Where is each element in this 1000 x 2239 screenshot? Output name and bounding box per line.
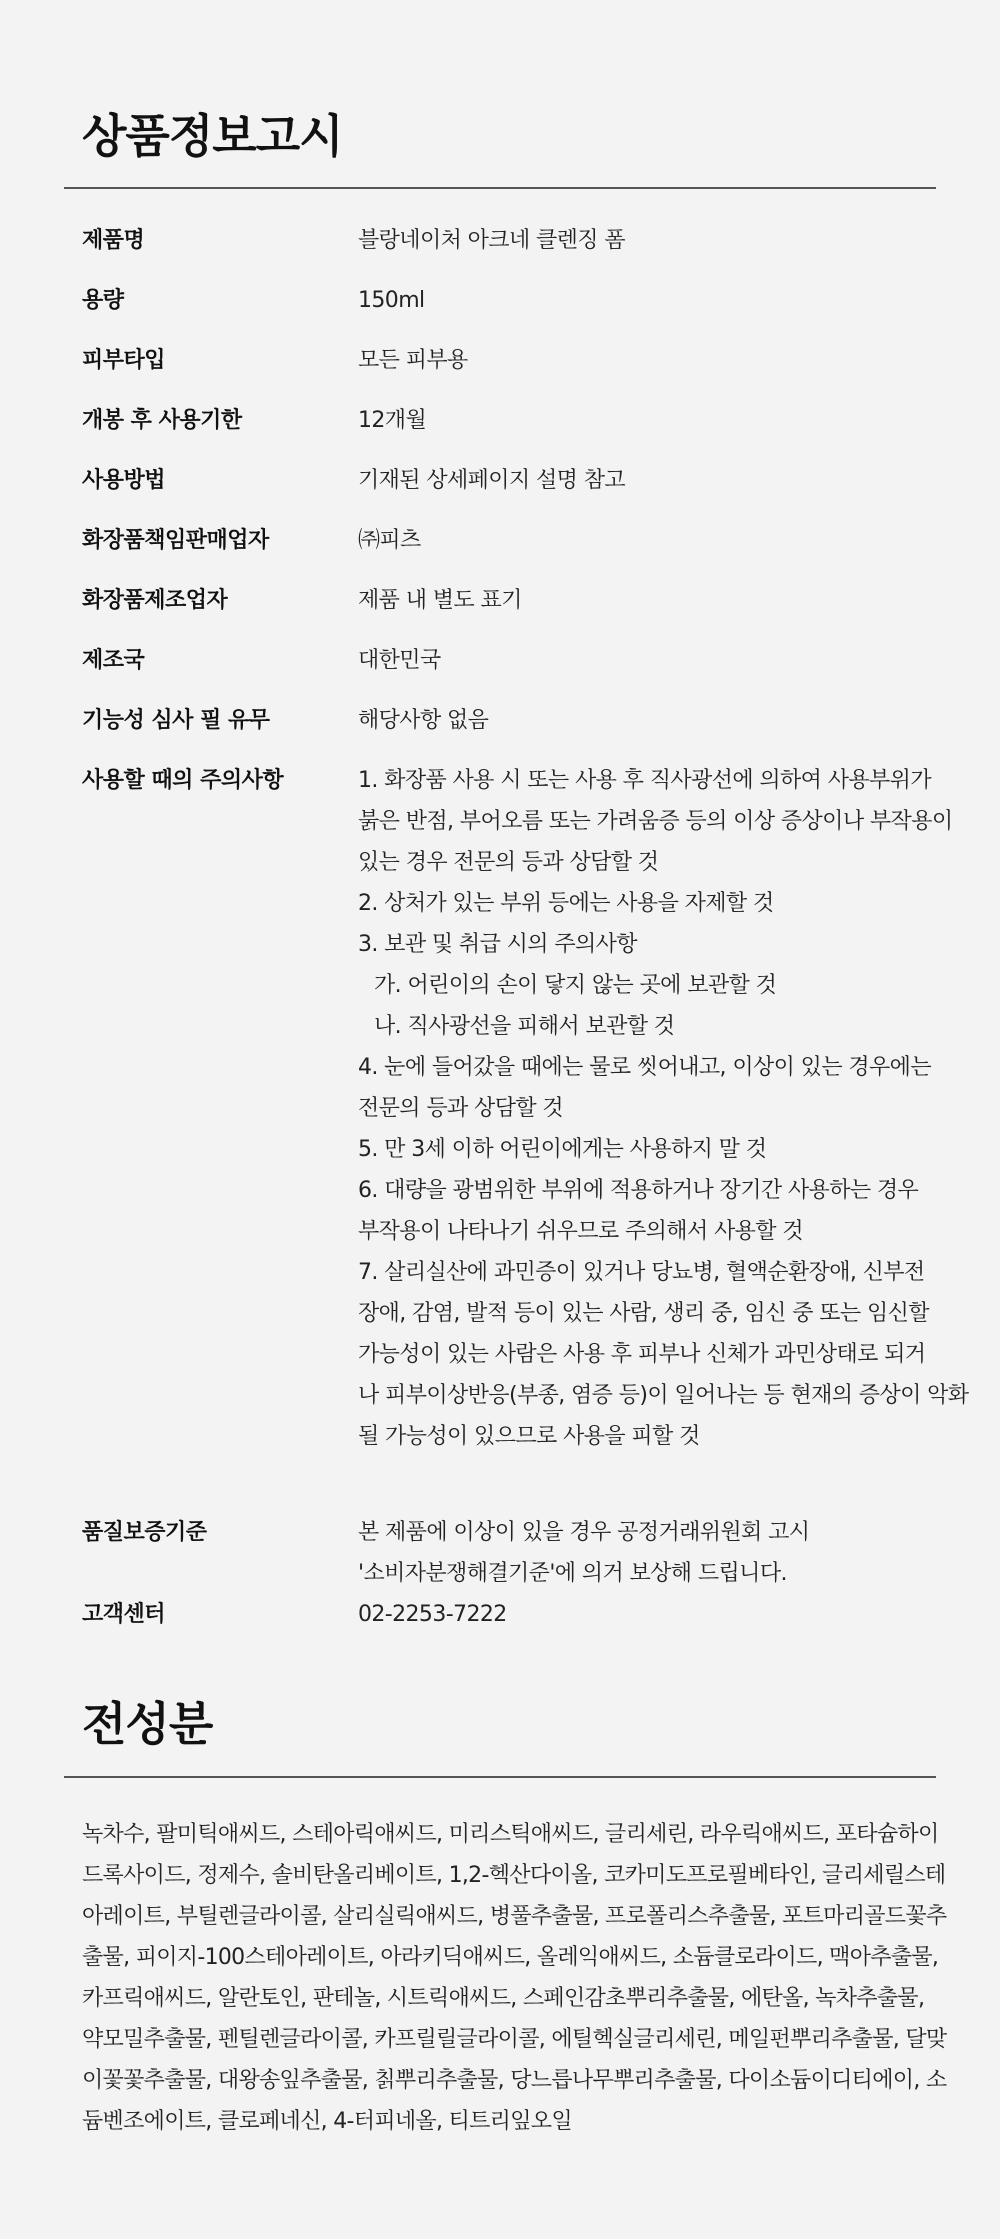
row-value: 제품 내 별도 표기 <box>358 588 522 613</box>
section-divider <box>64 1776 936 1778</box>
quality-line: '소비자분쟁해결기준'에 의거 보상해 드립니다. <box>358 1561 787 1586</box>
precaution-line: 2. 상처가 있는 부위 등에는 사용을 자제할 것 <box>358 891 774 916</box>
ingredients-line: 출물, 피이지-100스테아레이트, 아라키딕애씨드, 올레익애씨드, 소듐클로라이드, 맥아추출물, <box>82 1945 939 1970</box>
info-row-volume <box>82 280 942 340</box>
page-title: 상품정보고시 <box>82 109 343 163</box>
precaution-line: 장애, 감염, 발적 등이 있는 사람, 생리 중, 임신 중 또는 임신할 <box>358 1301 929 1326</box>
ingredients-list <box>82 1814 947 2142</box>
info-row-precautions <box>82 760 969 1457</box>
row-label: 품질보증기준 <box>82 1520 207 1545</box>
info-row-usage <box>82 460 942 520</box>
row-label: 피부타입 <box>82 348 166 373</box>
row-value: ㈜피츠 <box>358 528 421 553</box>
row-value: 기재된 상세페이지 설명 참고 <box>358 468 626 493</box>
info-row-country <box>82 640 942 700</box>
quality-line: 본 제품에 이상이 있을 경우 공정거래위원회 고시 <box>358 1520 810 1545</box>
row-label: 제품명 <box>82 228 145 253</box>
ingredients-line: 이꽃꽃추출물, 대왕송잎추출물, 칡뿌리추출물, 당느릅나무뿌리추출물, 다이소듐이디티에이, 소 <box>82 2068 947 2093</box>
row-value: 대한민국 <box>358 648 441 673</box>
row-label: 화장품책임판매업자 <box>82 528 269 553</box>
precaution-line: 3. 보관 및 취급 시의 주의사항 <box>358 932 637 957</box>
ingredients-line: 녹차수, 팔미틱애씨드, 스테아릭애씨드, 미리스틱애씨드, 글리세린, 라우릭애씨드, 포타슘하이 <box>82 1822 939 1847</box>
info-row-quality <box>82 1512 942 1594</box>
precaution-line: 가. 어린이의 손이 닿지 않는 곳에 보관할 것 <box>374 973 777 998</box>
ingredients-line: 아레이트, 부틸렌글라이콜, 살리실릭애씨드, 병풀추출물, 프로폴리스추출물, 포트마리골드꽃추 <box>82 1904 947 1929</box>
row-label: 제조국 <box>82 648 145 673</box>
ingredients-line: 약모밀추출물, 펜틸렌글라이콜, 카프릴릴글라이콜, 에틸헥실글리세린, 메일펀뿌리추출물, 달맞 <box>82 2027 947 2052</box>
precaution-line: 6. 대량을 광범위한 부위에 적용하거나 장기간 사용하는 경우 <box>358 1178 919 1203</box>
row-label: 고객센터 <box>82 1602 166 1627</box>
info-row-manufacturer <box>82 580 942 640</box>
info-row-product-name <box>82 220 942 280</box>
info-row-skin-type <box>82 340 942 400</box>
row-value: 12개월 <box>358 408 427 433</box>
row-label: 기능성 심사 필 유무 <box>82 708 270 733</box>
row-label: 사용할 때의 주의사항 <box>82 768 284 793</box>
row-label: 화장품제조업자 <box>82 588 228 613</box>
precaution-line: 나 피부이상반응(부종, 염증 등)이 일어나는 등 현재의 증상이 악화 <box>358 1383 969 1408</box>
precaution-line: 부작용이 나타나기 쉬우므로 주의해서 사용할 것 <box>358 1219 804 1244</box>
row-value: 150ml <box>358 288 425 313</box>
row-value: 블랑네이처 아크네 클렌징 폼 <box>358 228 626 253</box>
ingredients-line: 카프릭애씨드, 알란토인, 판테놀, 시트릭애씨드, 스페인감초뿌리추출물, 에탄올, 녹차추출물, <box>82 1986 925 2011</box>
precaution-line: 7. 살리실산에 과민증이 있거나 당뇨병, 혈액순환장애, 신부전 <box>358 1260 925 1285</box>
row-label: 용량 <box>82 288 124 313</box>
precaution-line: 5. 만 3세 이하 어린이에게는 사용하지 말 것 <box>358 1137 767 1162</box>
info-row-distributor <box>82 520 942 580</box>
row-value: 모든 피부용 <box>358 348 468 373</box>
ingredients-line: 드록사이드, 정제수, 솔비탄올리베이트, 1,2-헥산다이올, 코카미도프로필베타인, 글리세릴스테 <box>82 1863 946 1888</box>
precaution-line: 전문의 등과 상담할 것 <box>358 1096 564 1121</box>
quality-text <box>358 1512 942 1594</box>
precaution-line: 4. 눈에 들어갔을 때에는 물로 씻어내고, 이상이 있는 경우에는 <box>358 1055 931 1080</box>
precautions-text <box>358 760 968 1457</box>
row-label: 개봉 후 사용기한 <box>82 408 242 433</box>
precaution-line: 될 가능성이 있으므로 사용을 피할 것 <box>358 1424 700 1449</box>
precaution-line: 나. 직사광선을 피해서 보관할 것 <box>374 1014 675 1039</box>
info-row-functional-review <box>82 700 942 760</box>
precaution-line: 1. 화장품 사용 시 또는 사용 후 직사광선에 의하여 사용부위가 <box>358 768 931 793</box>
row-label: 사용방법 <box>82 468 166 493</box>
customer-center-phone: 02-2253-7222 <box>358 1602 507 1627</box>
precaution-line: 붉은 반점, 부어오름 또는 가려움증 등의 이상 증상이나 부작용이 <box>358 809 953 834</box>
ingredients-line: 듐벤조에이트, 클로페네신, 4-터피네올, 티트리잎오일 <box>82 2109 572 2134</box>
ingredients-title: 전성분 <box>82 1697 213 1751</box>
info-row-customer-center <box>82 1594 942 1635</box>
precaution-line: 있는 경우 전문의 등과 상담할 것 <box>358 850 659 875</box>
row-value: 해당사항 없음 <box>358 708 489 733</box>
product-info-table <box>82 220 969 1635</box>
precaution-line: 가능성이 있는 사람은 사용 후 피부나 신체가 과민상태로 되거 <box>358 1342 926 1367</box>
section-divider <box>64 187 936 189</box>
info-row-expiry <box>82 400 942 460</box>
